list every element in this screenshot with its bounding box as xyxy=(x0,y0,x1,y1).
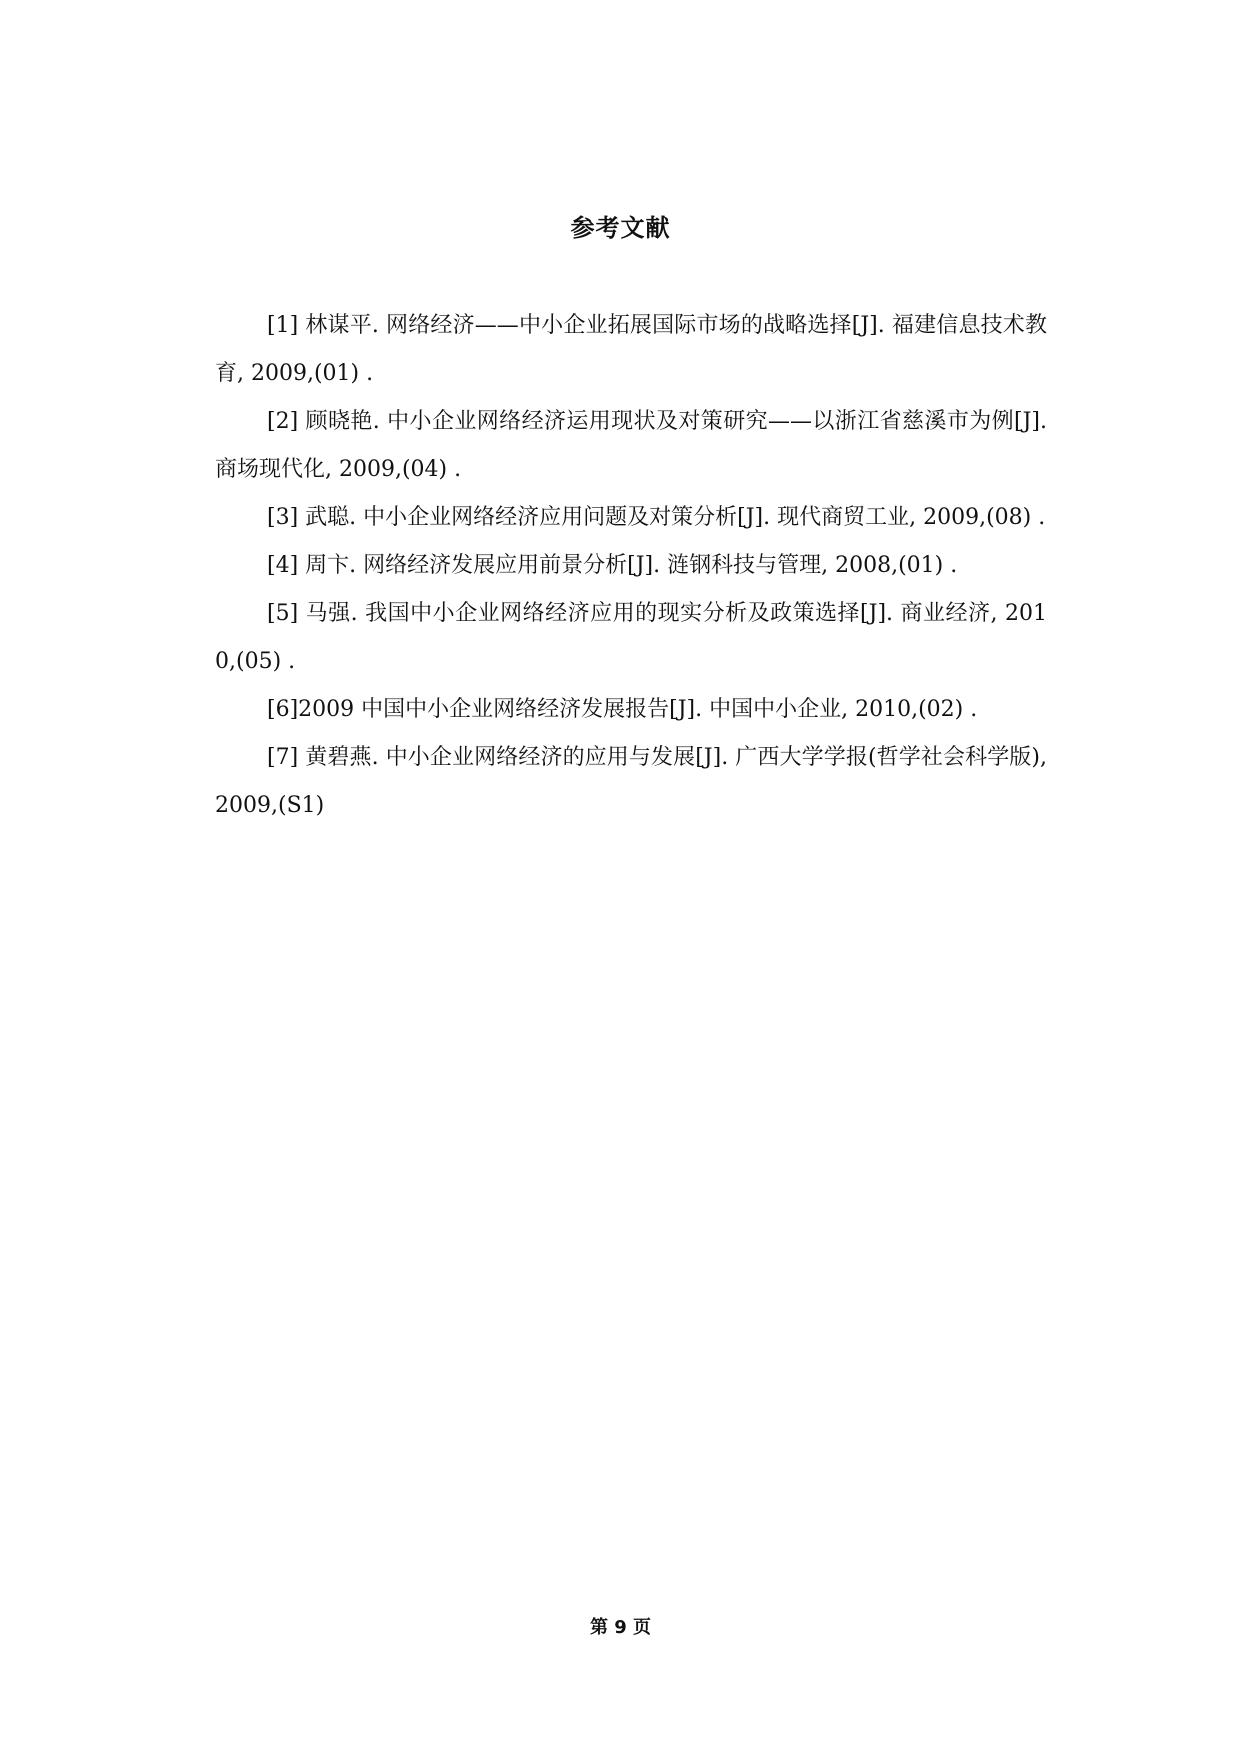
reference-item-5: [5] 马强. 我国中小企业网络经济应用的现实分析及政策选择[J]. 商业经济, 2010,(05) . xyxy=(215,601,1047,674)
reference-item-4: [4] 周卞. 网络经济发展应用前景分析[J]. 涟钢科技与管理, 2008,(01) . xyxy=(267,553,958,578)
reference-item-6: [6]2009 中国中小企业网络经济发展报告[J]. 中国中小企业, 2010,(02) . xyxy=(267,697,978,722)
reference-list xyxy=(215,302,1047,830)
reference-item-1: [1] 林谋平. 网络经济——中小企业拓展国际市场的战略选择[J]. 福建信息技术教育, 2009,(01) . xyxy=(215,313,1047,386)
reference-item-7: [7] 黄碧燕. 中小企业网络经济的应用与发展[J]. 广西大学学报(哲学社会科学版), 2009,(S1) xyxy=(215,745,1047,818)
reference-item-3: [3] 武聪. 中小企业网络经济应用问题及对策分析[J]. 现代商贸工业, 2009,(08) . xyxy=(267,505,1046,530)
reference-item-2: [2] 顾晓艳. 中小企业网络经济运用现状及对策研究——以浙江省慈溪市为例[J]. 商场现代化, 2009,(04) . xyxy=(215,409,1047,482)
page-title: 参考文献 xyxy=(570,214,671,242)
page-number: 第 9 页 xyxy=(589,1617,652,1638)
